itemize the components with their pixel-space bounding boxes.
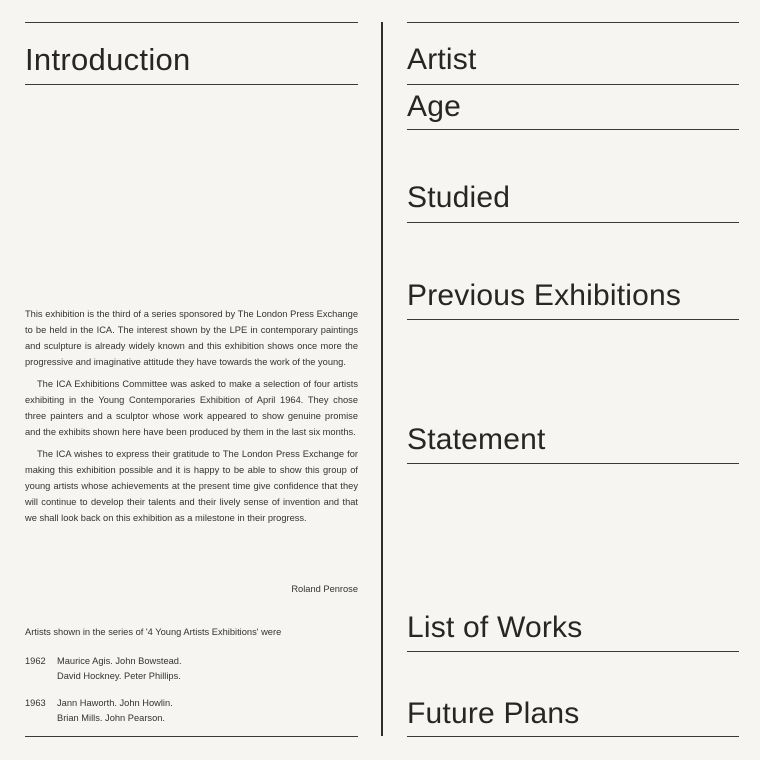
- bottom-rule: [25, 736, 358, 737]
- series-heading: Artists shown in the series of '4 Young Artists Exhibitions' were: [25, 627, 282, 637]
- introduction-body: [25, 306, 358, 532]
- field-rule: [407, 222, 739, 223]
- series-entry-1963: [25, 696, 358, 728]
- field-studied: Studied: [407, 181, 511, 214]
- bottom-rule: [407, 736, 739, 737]
- series-artists-line-2: Brian Mills. John Pearson.: [57, 713, 165, 723]
- introduction-title: Introduction: [25, 42, 191, 77]
- field-rule: [407, 129, 739, 130]
- field-rule: [407, 463, 739, 464]
- column-divider: [381, 22, 383, 736]
- field-previous-exhibitions: Previous Exhibitions: [407, 279, 682, 312]
- top-rule: [407, 22, 739, 23]
- field-list-of-works: List of Works: [407, 611, 583, 644]
- series-artists-line-1: Maurice Agis. John Bowstead.: [57, 656, 182, 666]
- intro-paragraph-3: The ICA wishes to express their gratitude to The London Press Exchange for making this exhibition possible and it is happy to be able to show this group of young artists whose achievements at the present time give confidence that they will continue to develop their talents and their lively sense of invention and that we shall look back on this exhibition as a milestone in their progress.: [25, 449, 358, 523]
- field-future-plans: Future Plans: [407, 697, 580, 730]
- series-year: 1962: [25, 656, 46, 666]
- intro-paragraph-2: The ICA Exhibitions Committee was asked to make a selection of four artists exhibiting in the Young Contemporaries Exhibition of April 1964. They chose three painters and a sculptor whose work appeared to show genuine promise and the exhibits shown here have been produced by them in the last six months.: [25, 379, 358, 437]
- series-year: 1963: [25, 698, 46, 708]
- field-rule: [407, 651, 739, 652]
- introduction-column: [25, 0, 358, 760]
- intro-paragraph-1: This exhibition is the third of a series sponsored by The London Press Exchange to be held in the ICA. The interest shown by the LPE in contemporary paintings and sculpture is already widely known and this exhibition shows once more the progressive and imaginative attitude they have towards the work of the young.: [25, 309, 358, 367]
- artist-form-column: [407, 0, 739, 760]
- field-rule: [407, 319, 739, 320]
- field-rule: [407, 84, 739, 85]
- series-entry-1962: [25, 654, 358, 686]
- top-rule: [25, 22, 358, 23]
- field-statement: Statement: [407, 423, 546, 456]
- series-artists-line-1: Jann Haworth. John Howlin.: [57, 698, 173, 708]
- title-rule: [25, 84, 358, 85]
- signature: Roland Penrose: [291, 584, 358, 594]
- series-artists-line-2: David Hockney. Peter Phillips.: [57, 671, 181, 681]
- field-age: Age: [407, 90, 461, 123]
- field-artist: Artist: [407, 43, 477, 76]
